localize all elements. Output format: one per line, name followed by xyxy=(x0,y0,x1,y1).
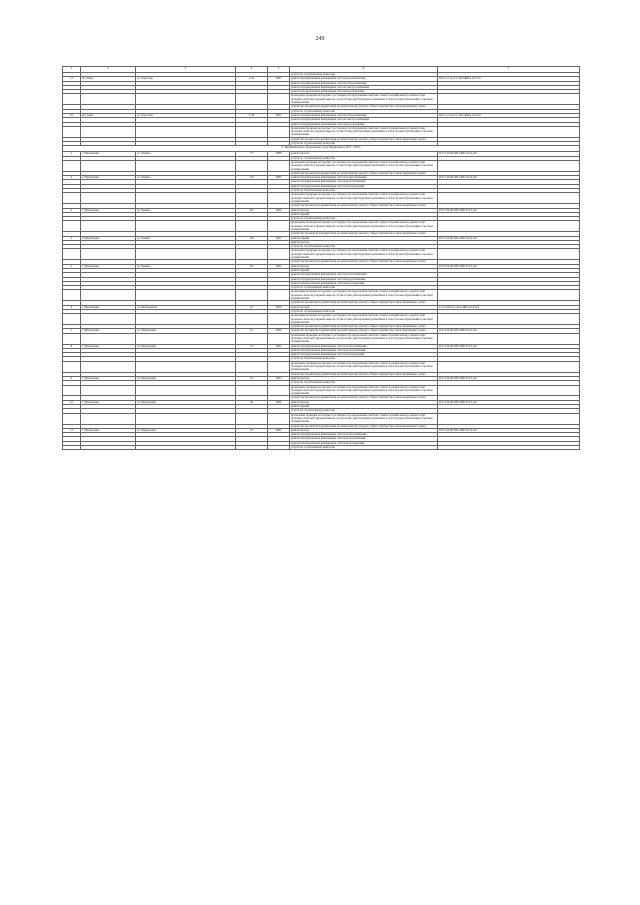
empty-cell xyxy=(236,193,268,204)
header-cell: 6 xyxy=(290,67,438,73)
header-cell: 4 xyxy=(236,67,268,73)
empty-cell xyxy=(438,314,580,325)
year-cell: 2007 xyxy=(268,77,290,81)
empty-cell xyxy=(268,333,290,344)
work-type-cell: ремонт внутридомовых инженерных систем теплоснабжения xyxy=(290,433,438,437)
work-type-cell: услуги по строительному контролю xyxy=(290,245,438,249)
house-cell: 11 Б xyxy=(236,77,268,81)
locality-cell: г. Муравленко xyxy=(81,305,136,309)
empty-cell xyxy=(63,160,81,171)
work-type-cell: услуги по строительному контролю xyxy=(290,286,438,290)
empty-cell xyxy=(63,249,81,260)
empty-cell xyxy=(63,126,81,137)
work-type-cell: ремонт фасада xyxy=(290,376,438,380)
work-type-cell: ремонт внутридомовых инженерных систем водоотведения xyxy=(290,281,438,285)
work-type-cell: услуги по строительному контролю xyxy=(290,381,438,385)
house-cell: 25 xyxy=(236,376,268,380)
work-type-cell: ремонт внутридомовых инженерных систем водоснабжения xyxy=(290,437,438,441)
work-type-cell: ремонт внутридомовых инженерных систем водоснабжения xyxy=(290,180,438,184)
empty-cell xyxy=(81,193,136,204)
empty-cell xyxy=(81,385,136,396)
empty-cell xyxy=(438,160,580,171)
work-type-cell: ремонт фасада xyxy=(290,428,438,432)
locality-cell: г. Муравленко xyxy=(81,376,136,380)
work-type-cell: услуги по строительному контролю xyxy=(290,73,438,77)
work-type-cell: ремонт фасада xyxy=(290,264,438,268)
empty-cell xyxy=(268,314,290,325)
row-number-cell: 9 xyxy=(63,376,81,380)
empty-cell xyxy=(236,126,268,137)
empty-cell xyxy=(136,94,236,105)
table-row xyxy=(63,314,580,325)
empty-cell xyxy=(63,221,81,232)
empty-cell xyxy=(438,413,580,424)
table-row xyxy=(63,290,580,301)
locality-cell: г. Муравленко xyxy=(81,236,136,240)
table-row xyxy=(63,221,580,232)
table-row xyxy=(63,94,580,105)
empty-cell xyxy=(81,446,136,450)
empty-cell xyxy=(438,94,580,105)
street-cell: ул. Муравленко xyxy=(136,376,236,380)
empty-cell xyxy=(236,249,268,260)
empty-cell xyxy=(136,193,236,204)
header-cell: 5 xyxy=(268,67,290,73)
row-number-cell: 1 xyxy=(63,152,81,156)
work-type-cell: проведение проверки на предмет достоверности определения сметной стоимости капитального ремонта при проверке сметной документации на соответствие действующим нормативам в области ценообразования в сметном нормировании xyxy=(290,333,438,344)
work-type-cell: ремонт внутридомовых инженерных систем водоснабжения xyxy=(290,77,438,81)
work-type-cell: ремонт крыши xyxy=(290,268,438,272)
empty-cell xyxy=(236,413,268,424)
work-type-cell: разработка проектной документации на капитальному ремонту общего имущества в многоквартирных домах xyxy=(290,325,438,329)
empty-cell xyxy=(81,333,136,344)
table-row xyxy=(63,333,580,344)
locality-cell: г. Муравленко xyxy=(81,152,136,156)
row-number-cell: 7 xyxy=(63,329,81,333)
street-cell: ул. Ленина xyxy=(136,152,236,156)
empty-cell xyxy=(63,94,81,105)
table-row xyxy=(63,160,580,171)
work-type-cell: проведение проверки на предмет достоверности определения сметной стоимости капитального ремонта при проверке сметной документации на соответствие действующим нормативам в области ценообразования в сметном нормировании xyxy=(290,249,438,260)
house-cell: 21 xyxy=(236,344,268,348)
work-type-cell: ремонт фасада xyxy=(290,208,438,212)
street-cell: ул. Ленина xyxy=(136,264,236,268)
row-number-cell: 2 xyxy=(63,176,81,180)
work-type-cell: ремонт внутридомовых инженерных систем водоотведения xyxy=(290,441,438,445)
year-cell: 2007 xyxy=(268,113,290,117)
work-type-cell: ремонт фасада xyxy=(290,305,438,309)
house-cell: 131 xyxy=(236,264,268,268)
empty-cell xyxy=(63,333,81,344)
house-cell: 37 xyxy=(236,428,268,432)
year-cell: 1990 xyxy=(268,329,290,333)
empty-cell xyxy=(136,361,236,372)
building-code-cell: С-3-3-Об-м-С-П-м-ЖБ-0-0-0-0-0 xyxy=(438,305,580,309)
row-number-cell: 11 xyxy=(63,428,81,432)
year-cell: 1991 xyxy=(268,264,290,268)
row-number-cell: 5 xyxy=(63,264,81,268)
building-code-cell: II-5-8-П-III-ПП-СЖБ-0-0-0-0-0 xyxy=(438,264,580,268)
empty-cell xyxy=(81,160,136,171)
empty-cell xyxy=(236,94,268,105)
work-type-cell: проведение проверки на предмет достоверности определения сметной стоимости капитального ремонта при проверке сметной документации на соответствие действующим нормативам в области ценообразования в сметном нормировании xyxy=(290,193,438,204)
work-type-cell: услуги по строительному контролю xyxy=(290,109,438,113)
empty-cell xyxy=(268,126,290,137)
empty-cell xyxy=(268,160,290,171)
house-cell: 27 xyxy=(236,305,268,309)
year-cell: 1990 xyxy=(268,208,290,212)
street-cell: ул. Ленина xyxy=(136,176,236,180)
work-type-cell: разработка проектной документации на капитальному ремонту общего имущества в многоквартирных домах xyxy=(290,372,438,376)
section-title: 3. Муниципальное образование город Муравленко (2011 - 2013) xyxy=(63,146,580,152)
empty-cell xyxy=(438,249,580,260)
empty-cell xyxy=(236,290,268,301)
work-type-cell: разработка проектной документации на капитальному ремонту общего имущества в многоквартирных домах xyxy=(290,105,438,109)
work-type-cell: ремонт крыши xyxy=(290,212,438,216)
work-type-cell: ремонт внутридомовых инженерных систем водоотведения xyxy=(290,184,438,188)
year-cell: 1991 xyxy=(268,344,290,348)
work-type-cell: услуги по строительному контролю xyxy=(290,189,438,193)
table-row xyxy=(63,446,580,450)
header-cell: 7 xyxy=(438,67,580,73)
empty-cell xyxy=(63,446,81,450)
house-cell: 127 xyxy=(236,208,268,212)
table-row xyxy=(63,385,580,396)
empty-cell xyxy=(81,249,136,260)
street-cell: ул. Ленина xyxy=(136,208,236,212)
empty-cell xyxy=(268,221,290,232)
building-code-cell: II-5-4-П-III-ПП-СЖБ-0-0-0-0-0 xyxy=(438,329,580,333)
year-cell: 1988 xyxy=(268,152,290,156)
work-type-cell: услуги по строительному контролю xyxy=(290,156,438,160)
empty-cell xyxy=(81,126,136,137)
empty-cell xyxy=(438,333,580,344)
year-cell: 1995 xyxy=(268,428,290,432)
empty-cell xyxy=(136,385,236,396)
table-row xyxy=(63,126,580,137)
locality-cell: г. Муравленко xyxy=(81,344,136,348)
header-cell: 1 xyxy=(63,67,81,73)
empty-cell xyxy=(236,446,268,450)
locality-cell: г. Муравленко xyxy=(81,428,136,432)
locality-cell: пгт Харп xyxy=(81,77,136,81)
empty-cell xyxy=(268,446,290,450)
work-type-cell: проведение проверки на предмет достоверности определения сметной стоимости капитального ремонта при проверке сметной документации на соответствие действующим нормативам в области ценообразования в сметном нормировании xyxy=(290,290,438,301)
building-code-cell: II-5-4-П-III-ПП-СЖБ-0-0-0-0-0 xyxy=(438,376,580,380)
empty-cell xyxy=(438,446,580,450)
work-type-cell: ремонт внутридомовых инженерных систем электроснабжения xyxy=(290,85,438,89)
empty-cell xyxy=(63,314,81,325)
work-type-cell: разработка проектной документации на капитальному ремонту общего имущества в многоквартирных домах xyxy=(290,204,438,208)
building-code-cell: II-5-5-П-III-ПП-СЖБ-0-0-0-0-0 xyxy=(438,208,580,212)
house-cell: 15 xyxy=(236,329,268,333)
empty-cell xyxy=(438,361,580,372)
building-code-cell: II-5-5-П-III-ПП-СЖБ-0-0-0-0-0 xyxy=(438,152,580,156)
building-code-cell: II-5-5-П-III-ПП-СЖБ-0-0-0-0-0 xyxy=(438,428,580,432)
repair-schedule-table xyxy=(62,66,580,450)
work-type-cell: ремонт фасада xyxy=(290,400,438,404)
empty-cell xyxy=(63,385,81,396)
work-type-cell: ремонт внутридомовых инженерных систем водоснабжения xyxy=(290,348,438,352)
house-cell: 11 В xyxy=(236,113,268,117)
building-code-cell: II-5-5-П-III-ПП-СЖБ-0-0-0-0-0 xyxy=(438,176,580,180)
empty-cell xyxy=(81,290,136,301)
empty-cell xyxy=(63,413,81,424)
table-body xyxy=(63,67,580,450)
empty-cell xyxy=(268,413,290,424)
empty-cell xyxy=(438,385,580,396)
street-cell: ул. Молодежная xyxy=(136,305,236,309)
work-type-cell: ремонт фасада xyxy=(290,240,438,244)
street-cell: ул. Одесская xyxy=(136,113,236,117)
empty-cell xyxy=(268,94,290,105)
empty-cell xyxy=(136,413,236,424)
empty-cell xyxy=(63,290,81,301)
building-code-cell: III-2-2-Стаэ3-С-III-СЖБ-0-0-0-0-0 xyxy=(438,113,580,117)
empty-cell xyxy=(136,160,236,171)
empty-cell xyxy=(236,385,268,396)
work-type-cell: разработка проектной документации на капитальному ремонту общего имущества в многоквартирных домах xyxy=(290,260,438,264)
empty-cell xyxy=(236,314,268,325)
empty-cell xyxy=(136,126,236,137)
row-number-cell: 8 xyxy=(63,344,81,348)
work-type-cell: ремонт внутридомовых инженерных систем теплоснабжения xyxy=(290,113,438,117)
work-type-cell: разработка проектной документации на капитальному ремонту общего имущества в многоквартирных домах xyxy=(290,301,438,305)
work-type-cell: услуги по строительному контролю xyxy=(290,309,438,313)
work-type-cell: ремонт внутридомовых инженерных систем водоотведения xyxy=(290,353,438,357)
house-cell: 36 xyxy=(236,400,268,404)
empty-cell xyxy=(236,160,268,171)
work-type-cell: проведение проверки на предмет достоверности определения сметной стоимости капитального ремонта при проверке сметной документации на соответствие действующим нормативам в области ценообразования в сметном нормировании xyxy=(290,314,438,325)
row-number-cell: 4 xyxy=(63,236,81,240)
locality-cell: г. Муравленко xyxy=(81,329,136,333)
work-type-cell: разработка проектной документации на капитальному ремонту общего имущества в многоквартирных домах xyxy=(290,171,438,175)
empty-cell xyxy=(236,221,268,232)
work-type-cell: ремонт внутридомовых инженерных систем водоснабжения xyxy=(290,277,438,281)
locality-cell: пгт Харп xyxy=(81,113,136,117)
work-type-cell: услуги по строительному контролю xyxy=(290,446,438,450)
row-number-cell: 10 xyxy=(63,400,81,404)
street-cell: ул. Ленина xyxy=(136,236,236,240)
empty-cell xyxy=(81,221,136,232)
work-type-cell: проведение проверки на предмет достоверности определения сметной стоимости капитального ремонта при проверке сметной документации на соответствие действующим нормативам в области ценообразования в сметном нормировании xyxy=(290,361,438,372)
empty-cell xyxy=(63,193,81,204)
empty-cell xyxy=(438,221,580,232)
work-type-cell: ремонт крыши xyxy=(290,236,438,240)
work-type-cell: услуги по строительному контролю xyxy=(290,142,438,146)
year-cell: 1985 xyxy=(268,176,290,180)
work-type-cell: проведение проверки на предмет достоверности определения сметной стоимости капитального ремонта при проверке сметной документации на соответствие действующим нормативам в области ценообразования в сметном нормировании xyxy=(290,126,438,137)
house-cell: 77 xyxy=(236,152,268,156)
empty-cell xyxy=(136,249,236,260)
work-type-cell: услуги по строительному контролю xyxy=(290,217,438,221)
work-type-cell: проведение проверки на предмет достоверности определения сметной стоимости капитального ремонта при проверке сметной документации на соответствие действующим нормативам в области ценообразования в сметном нормировании xyxy=(290,160,438,171)
empty-cell xyxy=(136,221,236,232)
page-number: 249 xyxy=(315,36,325,42)
work-type-cell: разработка проектной документации на капитальному ремонту общего имущества в многоквартирных домах xyxy=(290,396,438,400)
street-cell: ул. Одесская xyxy=(136,77,236,81)
work-type-cell: ремонт внутридомовых инженерных систем теплоснабжения xyxy=(290,81,438,85)
work-type-cell: разработка проектной документации на капитальному ремонту общего имущества в многоквартирных домах xyxy=(290,232,438,236)
table-row xyxy=(63,413,580,424)
year-cell: 2009 xyxy=(268,305,290,309)
year-cell: 1993 xyxy=(268,376,290,380)
work-type-cell: ремонт внутридомовых инженерных систем теплоснабжения xyxy=(290,273,438,277)
work-type-cell: ремонт внутридомовых инженерных систем теплоснабжения xyxy=(290,176,438,180)
empty-cell xyxy=(63,361,81,372)
work-type-cell: ремонт внутридомовых инженерных систем электроснабжения xyxy=(290,118,438,122)
work-type-cell: ремонт фасада xyxy=(290,152,438,156)
locality-cell: г. Муравленко xyxy=(81,264,136,268)
row-number-cell: 16 xyxy=(63,113,81,117)
empty-cell xyxy=(268,290,290,301)
empty-cell xyxy=(81,361,136,372)
empty-cell xyxy=(136,290,236,301)
year-cell: 1999 xyxy=(268,400,290,404)
street-cell: ул. Муравленко xyxy=(136,344,236,348)
street-cell: ул. Муравленко xyxy=(136,428,236,432)
year-cell: 1991 xyxy=(268,236,290,240)
work-type-cell: проведение проверки на предмет достоверности определения сметной стоимости капитального ремонта при проверке сметной документации на соответствие действующим нормативам в области ценообразования в сметном нормировании xyxy=(290,94,438,105)
work-type-cell: ремонт крыши xyxy=(290,405,438,409)
building-code-cell: II-5-4-П-III-ПП-СЖБ-0-0-0-0-0 xyxy=(438,400,580,404)
empty-cell xyxy=(81,314,136,325)
work-type-cell: проведение проверки на предмет достоверности определения сметной стоимости капитального ремонта при проверке сметной документации на соответствие действующим нормативам в области ценообразования в сметном нормировании xyxy=(290,413,438,424)
work-type-cell: разработка проектной документации на капитальному ремонту общего имущества в многоквартирных домах xyxy=(290,329,438,333)
street-cell: ул. Муравленко xyxy=(136,400,236,404)
locality-cell: г. Муравленко xyxy=(81,400,136,404)
row-number-cell: 6 xyxy=(63,305,81,309)
work-type-cell: разработка проектной документации на капитальному ремонту общего имущества в многоквартирных домах xyxy=(290,137,438,141)
work-type-cell: ремонт внутридомовых инженерных систем теплоснабжения xyxy=(290,344,438,348)
empty-cell xyxy=(268,249,290,260)
work-type-cell: услуги по строительному контролю xyxy=(290,409,438,413)
work-type-cell: проведение проверки на предмет достоверности определения сметной стоимости капитального ремонта при проверке сметной документации на соответствие действующим нормативам в области ценообразования в сметном нормировании xyxy=(290,385,438,396)
work-type-cell: проведение проверки на предмет достоверности определения сметной стоимости капитального ремонта при проверке сметной документации на соответствие действующим нормативам в области ценообразования в сметном нормировании xyxy=(290,221,438,232)
row-number-cell: 3 xyxy=(63,208,81,212)
empty-cell xyxy=(81,413,136,424)
header-cell: 2 xyxy=(81,67,136,73)
building-code-cell: II-5-4-П-III-ПП-СЖБ-0-0-0-0-0 xyxy=(438,344,580,348)
table-row xyxy=(63,193,580,204)
empty-cell xyxy=(236,361,268,372)
locality-cell: г. Муравленко xyxy=(81,208,136,212)
house-cell: 129 xyxy=(236,236,268,240)
empty-cell xyxy=(268,193,290,204)
row-number-cell: 15 xyxy=(63,77,81,81)
empty-cell xyxy=(81,94,136,105)
house-cell: 115 xyxy=(236,176,268,180)
empty-cell xyxy=(438,126,580,137)
empty-cell xyxy=(136,333,236,344)
header-cell: 3 xyxy=(136,67,236,73)
work-type-cell: услуги по строительному контролю xyxy=(290,357,438,361)
empty-cell xyxy=(438,290,580,301)
empty-cell xyxy=(438,193,580,204)
table-row xyxy=(63,361,580,372)
empty-cell xyxy=(136,446,236,450)
work-type-cell: ремонт внутридомовых инженерных систем водоотведения xyxy=(290,122,438,126)
empty-cell xyxy=(268,361,290,372)
empty-cell xyxy=(236,333,268,344)
building-code-cell: III-2-2-Стаэ3-С-III-СЖБ-0-0-0-0-0 xyxy=(438,77,580,81)
empty-cell xyxy=(268,385,290,396)
street-cell: ул. Муравленко xyxy=(136,329,236,333)
work-type-cell: ремонт внутридомовых инженерных систем водоотведения xyxy=(290,90,438,94)
table-row xyxy=(63,249,580,260)
empty-cell xyxy=(136,314,236,325)
building-code-cell: II-5-5-П-III-ПП-СЖБ-0-0-0-0-0 xyxy=(438,236,580,240)
locality-cell: г. Муравленко xyxy=(81,176,136,180)
work-type-cell: разработка проектной документации на капитальному ремонту общего имущества в многоквартирных домах xyxy=(290,424,438,428)
